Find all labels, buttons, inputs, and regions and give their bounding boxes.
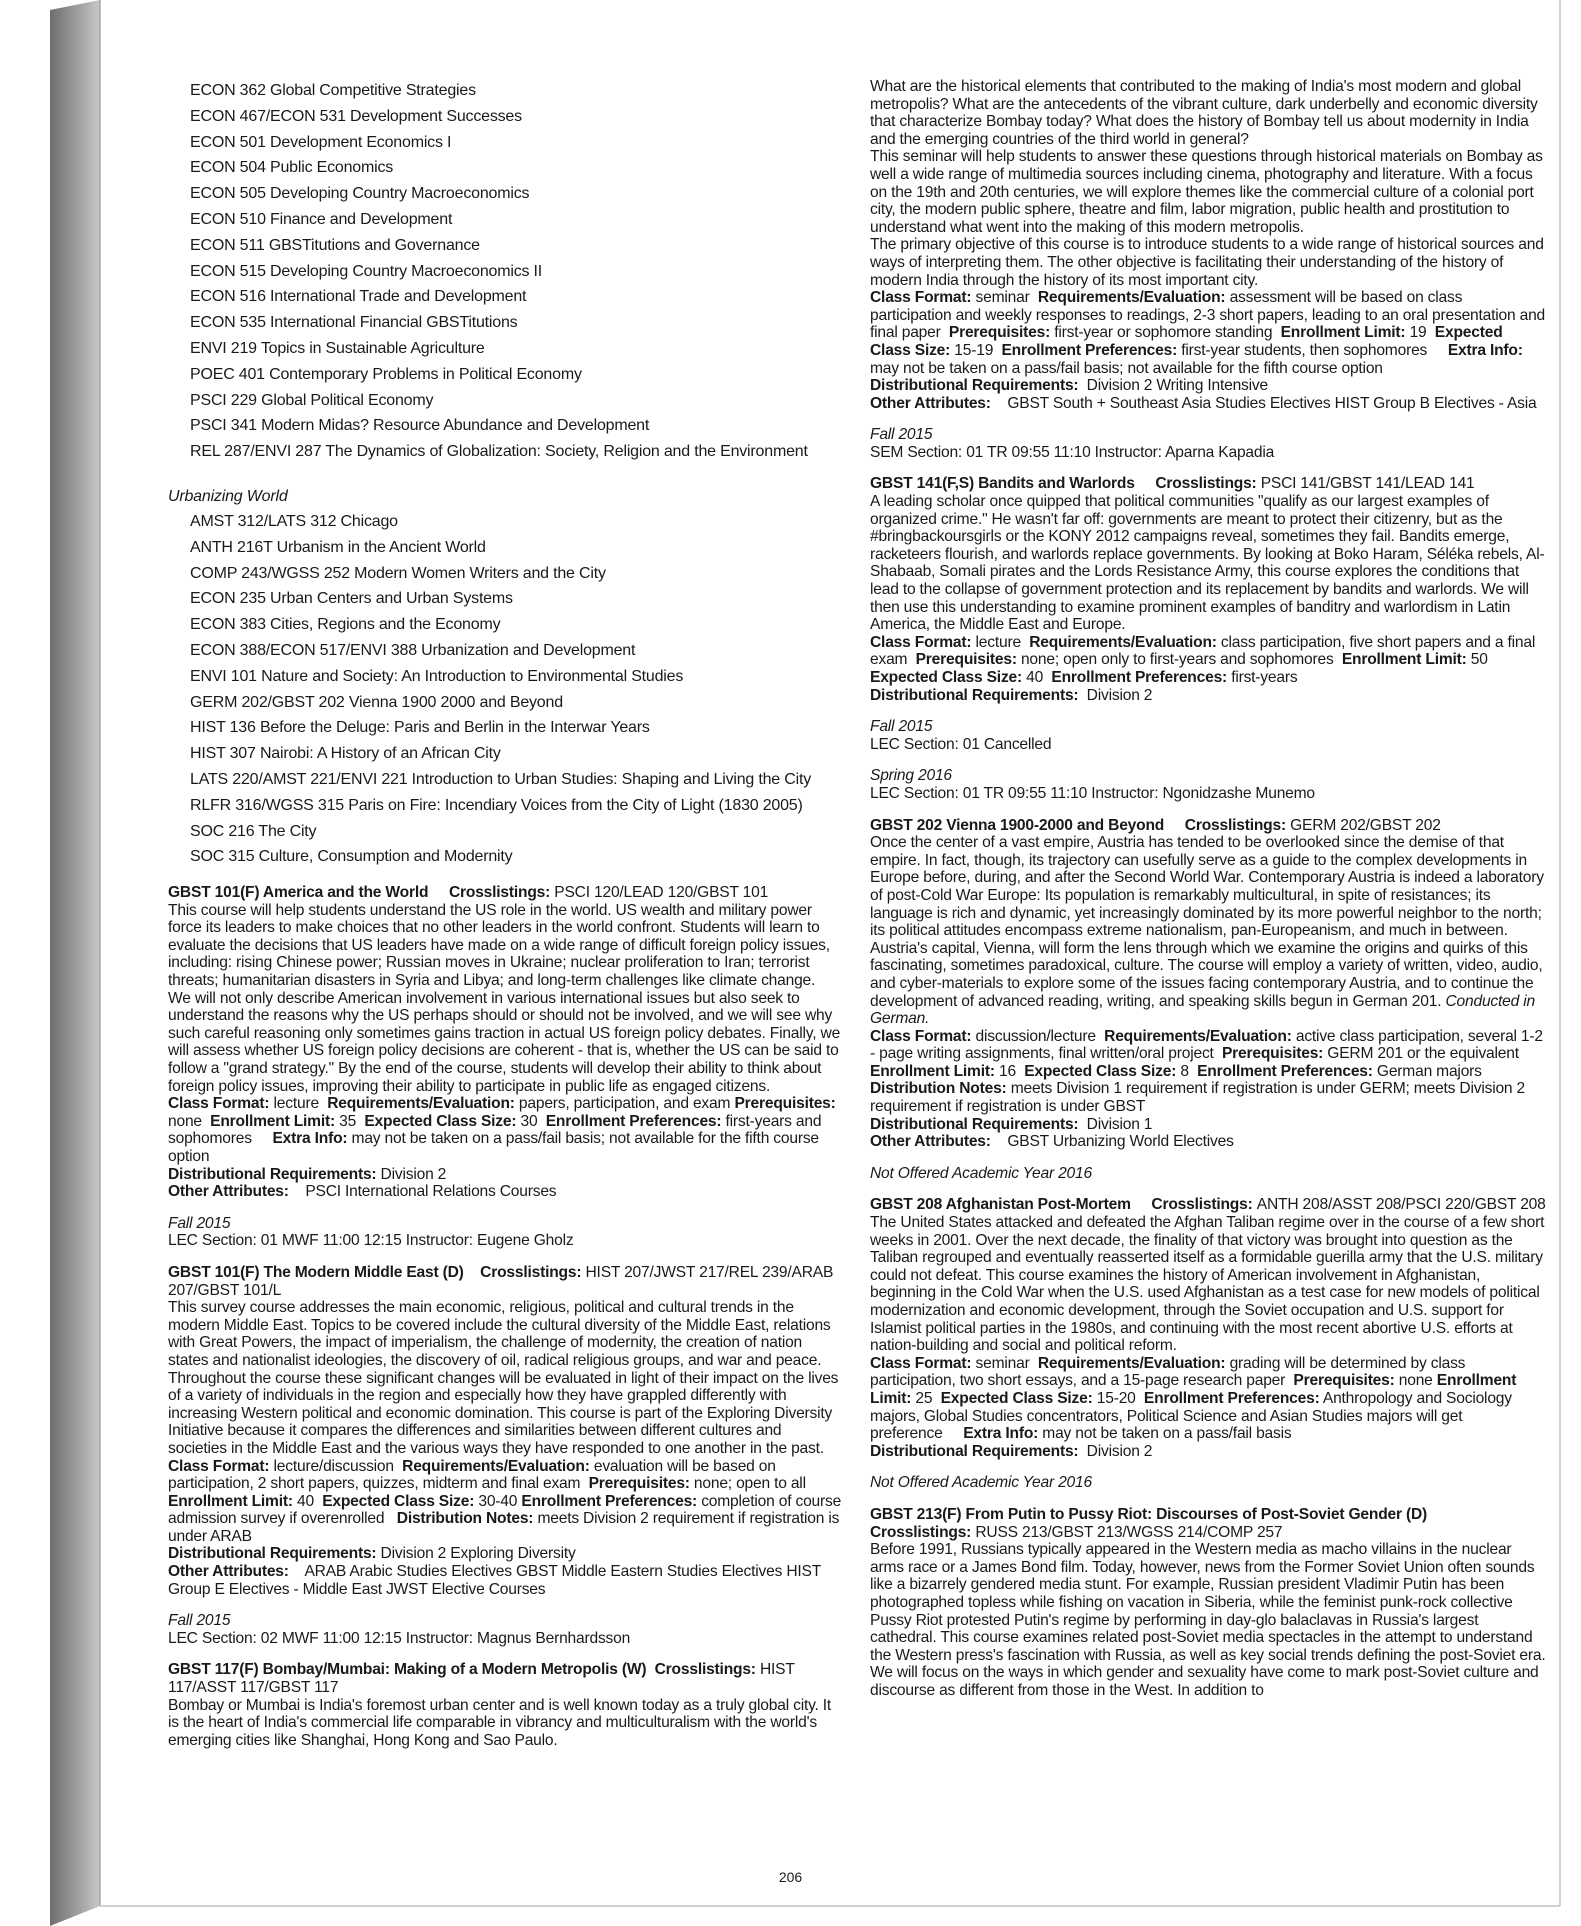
course-list-item: LATS 220/AMST 221/ENVI 221 Introduction to Urban Studies: Shaping and Living the City	[190, 770, 812, 788]
course-list-item: ENVI 219 Topics in Sustainable Agriculture	[190, 339, 485, 357]
course-description: Once the center of a vast empire, Austria has tended to be overlooked since the demise of that empire. In fact, though, its trajectory can usefully serve as a guide to the complex developments in Europe before, during, and after the Second World War. Contemporary Austria is indeed a laboratory of post-Cold War Europe: Its population is remarkably multicultural, in spite of resistances; its language is rich and dynamic, yet increasingly dominated by its more powerful neighbor to the north; its political attitudes encompass extreme nationalism, pan-Europeanism, and much in between. Austria's capital, Vienna, will form the lens through which we examine the origins and quirks of this fascinating, sometimes paradoxical, culture. The course will employ a variety of written, video, audio, and cyber-materials to explore some of the issues facing contemporary Austria, and to continue the development of advanced reading, writing, and speaking skills begun in German 201. Conducted in German.	[870, 834, 1544, 1028]
section-info: LEC Section: 02 MWF 11:00 12:15 Instructor: Magnus Bernhardsson	[168, 1629, 631, 1647]
left-column	[168, 78, 844, 1749]
course-list-item: GERM 202/GBST 202 Vienna 1900 2000 and Beyond	[190, 693, 563, 711]
course-title: GBST 141(F,S) Bandits and Warlords	[870, 475, 1135, 493]
course-description: We will not only describe American involvement in various international issues but also seek to understand the reasons why the US perhaps should or should not be involved, and we will see why such careful reasoning only sometimes gains traction in actual US foreign policy debates. Finally, we will assess whether US foreign policy decisions are coherent - that is, whether the US can be said to follow a "grand strategy." By the end of the course, students will develop their ability to think about foreign policy issues, improving their ability to participate in public life as engaged citizens.	[168, 989, 841, 1095]
course-list-item: ECON 515 Developing Country Macroeconomics II	[190, 262, 543, 280]
term: Fall 2015	[870, 718, 933, 736]
right-column	[870, 78, 1546, 1699]
course-details: Class Format: lecture/discussion Requirements/Evaluation: evaluation will be based on participation, 2 short papers, quizzes, midterm and final exam Prerequisites: none; open to all Enrollment Limit: 40 Expected Class Size: 30-40 Enrollment Preferences: completion of course admission survey if overenrolled Distribution Notes: meets Division 2 requirement if registration is under ARAB	[168, 1457, 842, 1545]
course-list-urbanizing-world	[168, 509, 844, 870]
page-number: 206	[778, 1869, 803, 1885]
course-list-item: HIST 136 Before the Deluge: Paris and Berlin in the Interwar Years	[190, 719, 650, 737]
course-list-item: SOC 315 Culture, Consumption and Modernity	[190, 848, 513, 866]
course-list-item: ECON 516 International Trade and Development	[190, 288, 527, 306]
course-details: Class Format: discussion/lecture Requirements/Evaluation: active class participation, several 1-2 - page writing assignments, final written/oral project Prerequisites: GERM 201 or the equivalent Enrollment Limit: 16 Expected Class Size: 8 Enrollment Preferences: German majors Distribution Notes: meets Division 1 requirement if registration is under GERM; meets Division 2 requirement if registration is under GBST	[870, 1027, 1543, 1116]
course-gbst141: GBST 141(F,S) Bandits and Warlords Crosslistings: PSCI 141/GBST 141/LEAD 141 A leading scholar once quipped that political communities "qualify as our largest examples of organized crime." He wasn't far off: governments are meant to protect their citizenry, but as the #bringbackoursgirls or the KONY 2012 campaigns reveal, sometimes they fail. Bandits emerge, racketeers flourish, and warlords replace governments. By looking at Boko Haram, Séléka rebels, Al-Shabaab, Somali pirates and the Lords Resistance Army, this course explores the conditions that lead to the collapse of government protection and its replacement by bandits and warlords. We will then use this understanding to examine prominent examples of banditry and warlordism in Latin America, the Middle East and Europe. Class Format: lecture Requirements/Evaluation: class participation, five short papers and a final exam Prerequisites: none; open only to first-years and sophomores Enrollment Limit: 50 Expected Class Size: 40 Enrollment Preferences: first-years Distributional Requirements: Division 2 Fall 2015 LEC Section: 01 Cancelled Spring 2016 LEC Section: 01 TR 09:55 11:10 Instructor: Ngonidzashe Munemo	[870, 475, 1545, 802]
course-title: GBST 101(F) America and the World	[168, 884, 429, 902]
term: Fall 2015	[168, 1612, 231, 1630]
course-gbst208: GBST 208 Afghanistan Post-Mortem Crosslistings: ANTH 208/ASST 208/PSCI 220/GBST 208 The United States attacked and defeated the Afghan Taliban regime over in the course of a few short weeks in 2001. Over the next decade, the finality of that victory was brought into question as the Taliban regrouped and eventually reasserted itself as a formidable guerilla army that the U.S. military could not defeat. This course examines the history of American involvement in Afghanistan, beginning in the Cold War when the U.S. used Afghanistan as a test case for new models of political modernization and economic development, through the Soviet occupation and U.S. support for Islamist political parties in the 1980s, and continuing with the most recent abortive U.S. efforts at nation-building and social and political reform. Class Format: seminar Requirements/Evaluation: grading will be determined by class participation, two short essays, and a 15-page research paper Prerequisites: none Enrollment Limit: 25 Expected Class Size: 15-20 Enrollment Preferences: Anthropology and Sociology majors, Global Studies concentrators, Political Science and Asian Studies majors will get preference Extra Info: may not be taken on a pass/fail basis Distributional Requirements: Division 2 Not Offered Academic Year 2016	[870, 1196, 1546, 1492]
course-gbst101-america: GBST 101(F) America and the World Crosslistings: PSCI 120/LEAD 120/GBST 101 This course will help students understand the US role in the world. US wealth and military power force its leaders to make choices that no other leaders in the world confront. Students will learn to evaluate the decisions that US leaders have made on a wide range of difficult foreign policy issues, including: rising Chinese power; Russian moves in Ukraine; nuclear proliferation to Iran; terrorist threats; humanitarian disasters in Syria and Libya; and long-term challenges like climate change. We will not only describe American involvement in various international issues but also seek to understand the reasons why the US perhaps should or should not be involved, and we will see why such careful reasoning only sometimes gains traction in actual US foreign policy debates. Finally, we will assess whether US foreign policy decisions are coherent - that is, whether the US can be said to follow a "grand strategy." By the end of the course, students will develop their ability to think about foreign policy issues, improving their ability to participate in public life as engaged citizens. Class Format: lecture Requirements/Evaluation: papers, participation, and exam Prerequisites: none Enrollment Limit: 35 Expected Class Size: 30 Enrollment Preferences: first-years and sophomores Extra Info: may not be taken on a pass/fail basis; not available for the fifth course option Distributional Requirements: Division 2 Other Attributes: PSCI International Relations Courses Fall 2015 LEC Section: 01 MWF 11:00 12:15 Instructor: Eugene Gholz	[168, 884, 844, 1250]
course-list-item: REL 287/ENVI 287 The Dynamics of Globalization: Society, Religion and the Environment	[190, 443, 808, 461]
term: Not Offered Academic Year 2016	[870, 1164, 1092, 1182]
course-list-item: ECON 383 Cities, Regions and the Economy	[190, 616, 501, 634]
course-description: This seminar will help students to answer these questions through historical materials on Bombay as well a wide range of multimedia sources including cinema, photography and literature. With a focus on the 19th and 20th centuries, we will explore themes like the commercial culture of a colonial port city, the modern public sphere, theatre and film, labor migration, public health and prostitution to understand what went into the making of this modern metropolis.	[870, 148, 1543, 236]
term: Not Offered Academic Year 2016	[870, 1474, 1092, 1492]
book-spine	[50, 0, 100, 1926]
course-gbst213: GBST 213(F) From Putin to Pussy Riot: Discourses of Post-Soviet Gender (D) Crosslistings: RUSS 213/GBST 213/WGSS 214/COMP 257 Before 1991, Russians typically appeared in the Western media as macho villains in the nuclear arms race or a James Bond film. Today, however, news from the Former Soviet Union often sounds like a bizarrely gendered media stunt. For example, Russian president Vladimir Putin has been photographed topless while fishing on vacation in Siberia, while the feminist punk-rock collective Pussy Riot protested Putin's regime by performing in day-glo balaclavas in Russia's largest cathedral. This course examines related post-Soviet media spectacles in the attempt to understand the Western press's fascination with Russia, as well as key social trends defining the post-Soviet era. We will focus on the ways in which gender and sexuality have come to mark post-Soviet culture and discourse as different from those in the West. In addition to	[870, 1505, 1546, 1699]
course-list-global-economy	[168, 78, 844, 465]
course-list-item: ECON 388/ECON 517/ENVI 388 Urbanization and Development	[190, 641, 636, 659]
course-list-item: POEC 401 Contemporary Problems in Political Economy	[190, 365, 582, 383]
course-details: Class Format: seminar Requirements/Evaluation: assessment will be based on class participation and weekly responses to readings, 2-3 short papers, leading to an oral presentation and final paper Prerequisites: first-year or sophomore standing Enrollment Limit: 19 Expected Class Size: 15-19 Enrollment Preferences: first-year students, then sophomores Extra Info: may not be taken on a pass/fail basis; not available for the fifth course option	[870, 289, 1546, 377]
term: Spring 2016	[870, 767, 952, 785]
course-list-item: PSCI 229 Global Political Economy	[190, 391, 434, 409]
course-list-item: COMP 243/WGSS 252 Modern Women Writers and the City	[190, 564, 606, 582]
term: Fall 2015	[168, 1214, 231, 1232]
course-list-item: RLFR 316/WGSS 315 Paris on Fire: Incendiary Voices from the City of Light (1830 2005)	[190, 796, 803, 814]
course-description: The United States attacked and defeated the Afghan Taliban regime over in the course of a few short weeks in 2001. Over the next decade, the finality of that victory was brought into question as the Taliban regrouped and eventually reasserted itself as a formidable guerilla army that the U.S. military could not defeat. This course examines the history of American involvement in Afghanistan, beginning in the Cold War when the U.S. used Afghanistan as a test case for new models of political modernization and economic development, through the Soviet occupation and U.S. support for Islamist political parties in the 1980s, and continuing with the most recent abortive U.S. efforts at nation-building and social and political reform.	[870, 1214, 1545, 1355]
course-description: A leading scholar once quipped that political communities "qualify as our largest examples of organized crime." He wasn't far off: governments are meant to protect their citizenry, but as the #bringbackoursgirls or the KONY 2012 campaigns reveal, sometimes they fail. Bandits emerge, racketeers flourish, and warlords replace governments. By looking at Boko Haram, Séléka rebels, Al-Shabaab, Somali pirates and the Lords Resistance Army, this course explores the conditions that lead to the collapse of government protection and its replacement by bandits and warlords. We will then use this understanding to examine prominent examples of banditry and warlordism in Latin America, the Middle East and Europe.	[870, 493, 1545, 634]
crosslistings: ANTH 208/ASST 208/PSCI 220/GBST 208	[1256, 1196, 1546, 1214]
course-details: Class Format: lecture Requirements/Evaluation: papers, participation, and exam Prerequisites: none Enrollment Limit: 35 Expected Class Size: 30 Enrollment Preferences: first-years and sophomores Extra Info: may not be taken on a pass/fail basis; not available for the fifth course option	[168, 1095, 836, 1166]
course-list-item: ECON 511 GBSTitutions and Governance	[190, 236, 480, 254]
course-title: GBST 208 Afghanistan Post-Mortem	[870, 1196, 1131, 1214]
crosslistings: HIST 117/ASST 117/GBST 117	[168, 1661, 795, 1697]
course-list-item: SOC 216 The City	[190, 822, 317, 840]
section-info: SEM Section: 01 TR 09:55 11:10 Instructor: Aparna Kapadia	[870, 443, 1275, 461]
course-gbst117-continued: What are the historical elements that contributed to the making of India's most modern and global metropolis? What are the antecedents of the vibrant culture, dark underbelly and economic diversity that characterize Bombay today? What does the history of Bombay tell us about modernity in India and the emerging countries of the third world in general? This seminar will help students to answer these questions through historical materials on Bombay as well a wide range of multimedia sources including cinema, photography and literature. With a focus on the 19th and 20th centuries, we will explore themes like the commercial culture of a colonial port city, the modern public sphere, theatre and film, labor migration, public health and prostitution to understand what went into the making of this modern metropolis. The primary objective of this course is to introduce students to a wide range of historical sources and ways of interpreting them. The other objective is facilitating their understanding of the history of modern India through the history of its most important city. Class Format: seminar Requirements/Evaluation: assessment will be based on class participation and weekly responses to readings, 2-3 short papers, leading to an oral presentation and final paper Prerequisites: first-year or sophomore standing Enrollment Limit: 19 Expected Class Size: 15-19 Enrollment Preferences: first-year students, then sophomores Extra Info: may not be taken on a pass/fail basis; not available for the fifth course option Distributional Requirements: Division 2 Writing Intensive Other Attributes: GBST South + Southeast Asia Studies Electives HIST Group B Electives - Asia Fall 2015 SEM Section: 01 TR 09:55 11:10 Instructor: Aparna Kapadia	[870, 78, 1546, 461]
course-list-item: ECON 362 Global Competitive Strategies	[190, 82, 476, 99]
course-description: This survey course addresses the main economic, religious, political and cultural trends in the modern Middle East. Topics to be covered include the cultural diversity of the Middle East, relations with Great Powers, the impact of imperialism, the challenge of modernity, the creation of nation states and nationalist ideologies, the discovery of oil, radical religious groups, and war and peace. Throughout the course these significant changes will be evaluated in light of their impact on the lives of a variety of individuals in the region and especially how they have grappled differently with increasing Western political and economic domination. This course is part of the Exploring Diversity Initiative because it compares the differences and similarities between different cultures and societies in the Middle East and the various ways they have responded to one another in the past.	[168, 1299, 839, 1457]
course-list-item: PSCI 341 Modern Midas? Resource Abundance and Development	[190, 417, 650, 435]
course-description: The primary objective of this course is to introduce students to a wide range of historical sources and ways of interpreting them. The other objective is facilitating their understanding of the history of modern India through the history of its most important city.	[870, 236, 1544, 289]
course-title: GBST 117(F) Bombay/Mumbai: Making of a Modern Metropolis (W)	[168, 1661, 647, 1679]
course-list-item: ECON 510 Finance and Development	[190, 210, 453, 228]
course-list-item: ECON 501 Development Economics I	[190, 133, 452, 151]
course-list-item: ECON 235 Urban Centers and Urban Systems	[190, 590, 513, 608]
course-description: This course will help students understand the US role in the world. US wealth and military power force its leaders to make choices that no other leaders in the world confront. Students will learn to evaluate the decisions that US leaders have made on a wide range of difficult foreign policy issues, including: rising Chinese power; Russian moves in Ukraine; nuclear proliferation to Iran; terrorist threats; humanitarian disasters in Syria and Libya; and long-term challenges like climate change.	[168, 901, 830, 990]
crosslistings: GERM 202/GBST 202	[1290, 816, 1441, 834]
course-list-item: ECON 505 Developing Country Macroeconomics	[190, 185, 530, 203]
course-list-item: ECON 504 Public Economics	[190, 159, 394, 177]
section-info: LEC Section: 01 MWF 11:00 12:15 Instructor: Eugene Gholz	[168, 1232, 574, 1250]
course-title: GBST 202 Vienna 1900-2000 and Beyond	[870, 816, 1165, 834]
course-list-item: AMST 312/LATS 312 Chicago	[190, 512, 398, 530]
section-info: LEC Section: 01 Cancelled	[870, 735, 1052, 753]
course-gbst117: GBST 117(F) Bombay/Mumbai: Making of a Modern Metropolis (W) Crosslistings: HIST 117/ASST 117/GBST 117 Bombay or Mumbai is India's foremost urban center and is well known today as a truly global city. It is the heart of India's commercial life comparable in vibrancy and multiculturalism with the world's emerging cities like Shanghai, Hong Kong and Sao Paulo.	[168, 1661, 844, 1749]
term: Fall 2015	[870, 426, 933, 444]
course-list-item: ECON 535 International Financial GBSTitutions	[190, 314, 518, 332]
crosslistings: PSCI 141/GBST 141/LEAD 141	[1260, 475, 1475, 493]
course-details: Class Format: seminar Requirements/Evaluation: grading will be determined by class participation, two short essays, and a 15-page research paper Prerequisites: none Enrollment Limit: 25 Expected Class Size: 15-20 Enrollment Preferences: Anthropology and Sociology majors, Global Studies concentrators, Political Science and Asian Studies majors will get preference Extra Info: may not be taken on a pass/fail basis	[870, 1354, 1517, 1443]
crosslistings: PSCI 120/LEAD 120/GBST 101	[554, 884, 769, 902]
course-gbst202: GBST 202 Vienna 1900-2000 and Beyond Crosslistings: GERM 202/GBST 202 Once the center of a vast empire, Austria has tended to be overlooked since the demise of that empire. In fact, though, its trajectory can usefully serve as a guide to the complex developments in Europe before, during, and after the Second World War. Contemporary Austria is indeed a laboratory of post-Cold War Europe: Its population is remarkably multicultural, in spite of resistances; its language is rich and dynamic, yet increasingly dominated by its more powerful neighbor to the north; its political attitudes encompass extreme nationalism, pan-Europeanism, and much in between. Austria's capital, Vienna, will form the lens through which we examine the origins and quirks of this fascinating, sometimes paradoxical, culture. The course will employ a variety of written, video, audio, and cyber-materials to explore some of the issues facing contemporary Austria, and to continue the development of advanced reading, writing, and speaking skills begun in German 201. Conducted in German. Class Format: discussion/lecture Requirements/Evaluation: active class participation, several 1-2 - page writing assignments, final written/oral project Prerequisites: GERM 201 or the equivalent Enrollment Limit: 16 Expected Class Size: 8 Enrollment Preferences: German majors Distribution Notes: meets Division 1 requirement if registration is under GERM; meets Division 2 requirement if registration is under GBST Distributional Requirements: Division 1 Other Attributes: GBST Urbanizing World Electives Not Offered Academic Year 2016	[870, 817, 1546, 1183]
course-description: Before 1991, Russians typically appeared in the Western media as macho villains in the nuclear arms race or a James Bond film. Today, however, news from the Former Soviet Union often sounds like a bizarrely gendered media stunt. For example, Russian president Vladimir Putin has been photographed topless while fishing on vacation in Siberia, while the feminist punk-rock collective Pussy Riot protested Putin's regime by performing in day-glo balaclavas in Russia's largest cathedral. This course examines related post-Soviet media spectacles in the attempt to understand the Western press's fascination with Russia, as well as key social trends defining the post-Soviet era. We will focus on the ways in which gender and sexuality have come to mark post-Soviet culture and discourse as different from those in the West. In addition to	[870, 1541, 1546, 1699]
course-gbst101-middle-east: GBST 101(F) The Modern Middle East (D) Crosslistings: HIST 207/JWST 217/REL 239/ARAB 207/GBST 101/L This survey course addresses the main economic, religious, political and cultural trends in the modern Middle East. Topics to be covered include the cultural diversity of the Middle East, relations with Great Powers, the impact of imperialism, the challenge of modernity, the creation of nation states and nationalist ideologies, the discovery of oil, radical religious groups, and war and peace. Throughout the course these significant changes will be evaluated in light of their impact on the lives of a variety of individuals in the region and especially how they have grappled differently with increasing Western political and economic domination. This course is part of the Exploring Diversity Initiative because it compares the differences and similarities between different cultures and societies in the Middle East and the various ways they have responded to one another in the past. Class Format: lecture/discussion Requirements/Evaluation: evaluation will be based on participation, 2 short papers, quizzes, midterm and final exam Prerequisites: none; open to all Enrollment Limit: 40 Expected Class Size: 30-40 Enrollment Preferences: completion of course admission survey if overenrolled Distribution Notes: meets Division 2 requirement if registration is under ARAB Distributional Requirements: Division 2 Exploring Diversity Other Attributes: ARAB Arabic Studies Electives GBST Middle Eastern Studies Electives HIST Group E Electives - Middle East JWST Elective Courses Fall 2015 LEC Section: 02 MWF 11:00 12:15 Instructor: Magnus Bernhardsson	[168, 1264, 844, 1647]
course-list-item: ANTH 216T Urbanism in the Ancient World	[190, 538, 486, 556]
crosslistings: HIST 207/JWST 217/REL 239/ARAB 207/GBST 101/L	[168, 1263, 834, 1299]
course-title: GBST 213(F) From Putin to Pussy Riot: Discourses of Post-Soviet Gender (D)	[870, 1505, 1428, 1523]
course-details: Class Format: lecture Requirements/Evaluation: class participation, five short papers and a final exam Prerequisites: none; open only to first-years and sophomores Enrollment Limit: 50 Expected Class Size: 40 Enrollment Preferences: first-years	[870, 633, 1536, 686]
course-title: GBST 101(F) The Modern Middle East (D)	[168, 1263, 464, 1281]
list-heading-urbanizing-world: Urbanizing World	[168, 487, 288, 505]
section-info: LEC Section: 01 TR 09:55 11:10 Instructor: Ngonidzashe Munemo	[870, 784, 1315, 802]
course-description: Bombay or Mumbai is India's foremost urban center and is well known today as a truly global city. It is the heart of India's commercial life comparable in vibrancy and multiculturalism with the world's emerging cities like Shanghai, Hong Kong and Sao Paulo.	[168, 1696, 832, 1749]
course-list-item: HIST 307 Nairobi: A History of an African City	[190, 745, 501, 763]
course-list-item: ECON 467/ECON 531 Development Successes	[190, 107, 522, 125]
crosslistings: RUSS 213/GBST 213/WGSS 214/COMP 257	[975, 1523, 1283, 1541]
course-list-item: ENVI 101 Nature and Society: An Introduction to Environmental Studies	[190, 667, 684, 685]
course-description: What are the historical elements that contributed to the making of India's most modern and global metropolis? What are the antecedents of the vibrant culture, dark underbelly and economic diversity that characterize Bombay today? What does the history of Bombay tell us about modernity in India and the emerging countries of the third world in general?	[870, 78, 1538, 148]
